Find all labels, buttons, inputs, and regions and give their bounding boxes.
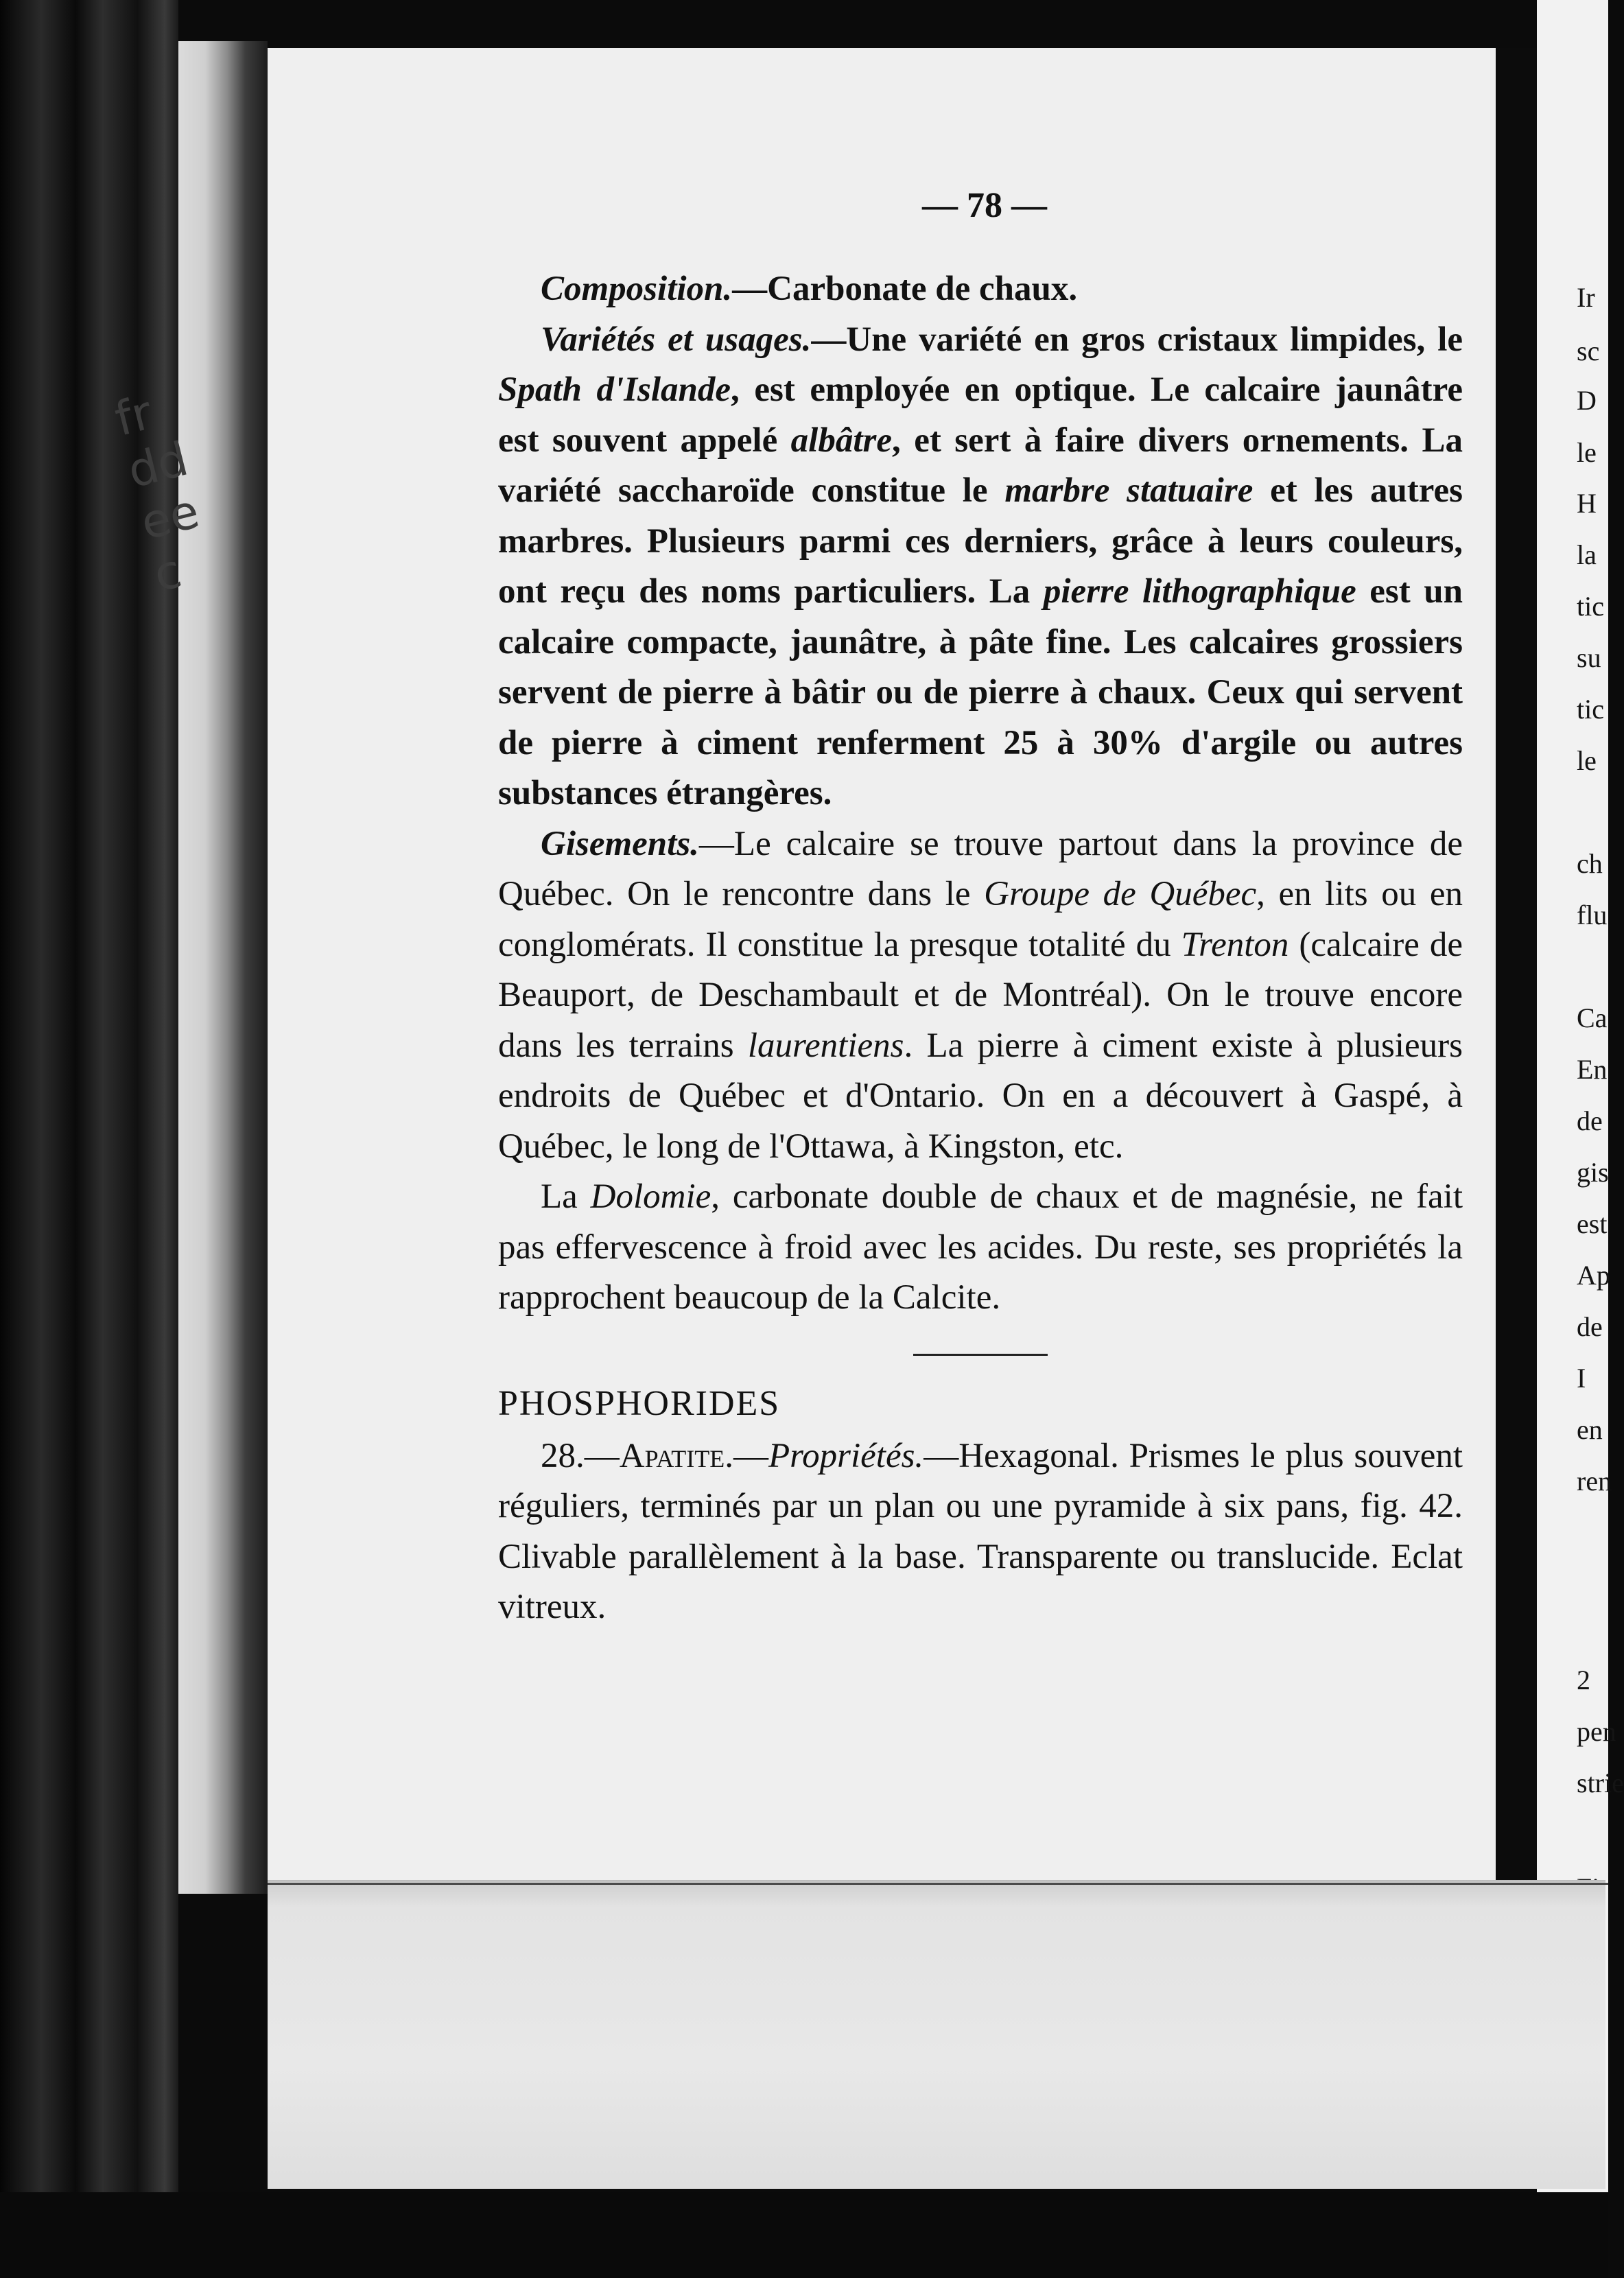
next-page-fragment: En <box>1577 1054 1608 1085</box>
page-edge-shadow <box>1496 48 1537 1921</box>
term-dolomie: Dolomie <box>590 1177 711 1216</box>
next-page-fragment: D <box>1577 385 1597 416</box>
paragraph-gisements <box>498 819 1463 1173</box>
page-gutter <box>178 41 268 1894</box>
proprietes-label: Propriétés. <box>768 1436 924 1475</box>
next-page-fragment: tic <box>1577 591 1604 622</box>
apatite-text: —Hexagonal. Prismes le plus souvent réguliers, terminés par un plan ou une pyramide à six pans, fig. 42. Clivable parallèlement à la base. Transparente ou translucide. Eclat vitreux. <box>498 1436 1463 1626</box>
paragraph-varietes <box>498 315 1463 819</box>
composition-text: —Carbonate de chaux. <box>732 270 1078 308</box>
varietes-text-b: , est employée en optique. Le calcaire jaunâtre est souvent appelé <box>498 371 1463 460</box>
paragraph-dolomie <box>498 1172 1463 1324</box>
next-page-fragment: en <box>1577 1414 1603 1445</box>
next-page-fragment: H <box>1577 488 1597 519</box>
paragraph-composition <box>498 264 1463 315</box>
term-groupe: Groupe de Québec <box>984 875 1257 913</box>
next-page-fragment: de <box>1577 1105 1603 1136</box>
dolomie-text-a: La <box>541 1177 591 1216</box>
gisements-text-d: . La pierre à ciment existe à plusieurs endroits de Québec et d'Ontario. On en a découvert à Gaspé, à Québec, le long de l'Ottawa, à Kingston, etc. <box>498 1026 1463 1166</box>
next-page-fragment: Ap <box>1577 1260 1610 1291</box>
section-heading: PHOSPHORIDES <box>498 1383 781 1423</box>
next-page-fragment: tic <box>1577 694 1604 725</box>
gisements-label: Gisements. <box>541 824 699 863</box>
term-spath: Spath d'Islande <box>498 371 731 409</box>
next-page-fragment: gis <box>1577 1157 1609 1188</box>
gisements-text-b: , en lits ou en conglomérats. Il constitue la presque totalité du <box>498 875 1463 964</box>
next-page-fragment: strie <box>1577 1768 1624 1798</box>
term-marbre: marbre statuaire <box>1004 471 1254 510</box>
page-bottom-blank <box>268 1880 1605 2189</box>
next-page-fragment: Ca <box>1577 1002 1608 1033</box>
next-page-fragment: ren <box>1577 1466 1612 1496</box>
next-page-fragment: est <box>1577 1208 1608 1239</box>
next-page-fragment: le <box>1577 437 1597 468</box>
dolomie-text-b: , carbonate double de chaux et de magnésie, ne fait pas effervescence à froid avec les acides. Du reste, ses propriétés la rapprochent beaucoup de la Calcite. <box>498 1177 1463 1317</box>
next-page-fragment: pen <box>1577 1716 1616 1747</box>
term-trenton: Trenton <box>1181 925 1289 964</box>
varietes-text-e: est un calcaire compacte, jaunâtre, à pâte fine. Les calcaires grossiers servent de pierre à bâtir ou de pierre à chaux. Ceux qui servent de pierre à ciment renferment 25 à 30% d'argile ou autres substances étrangères. <box>498 572 1463 812</box>
next-page-fragment: Ir <box>1577 282 1595 313</box>
term-albatre: albâtre <box>790 421 892 460</box>
scan-bottom-border <box>0 2192 1608 2278</box>
page-bottom-rule <box>268 1883 1608 1885</box>
apatite-separator: .— <box>725 1436 769 1475</box>
next-page-fragment: I <box>1577 1363 1586 1394</box>
paragraph-apatite <box>498 1431 1463 1633</box>
next-page-fragment: 2 <box>1577 1665 1590 1695</box>
varietes-text-d: et les autres marbres. Plusieurs parmi ces derniers, grâce à leurs couleurs, ont reçu des noms particuliers. La <box>498 471 1463 611</box>
gisements-text-c: (calcaire de Beauport, de Deschambault et de Montréal). On le trouve encore dans les terrains <box>498 925 1463 1065</box>
next-page-fragment: ch <box>1577 848 1603 879</box>
next-page-fragment: de <box>1577 1311 1603 1342</box>
apatite-name: Apatite <box>619 1436 725 1475</box>
book-spine-shadow <box>0 0 178 2278</box>
apatite-number: 28.— <box>541 1436 620 1475</box>
composition-label: Composition. <box>541 270 733 308</box>
varietes-text-a: —Une variété en gros cristaux limpides, le <box>811 320 1463 359</box>
section-divider <box>913 1354 1048 1356</box>
term-laurentiens: laurentiens <box>747 1026 904 1065</box>
varietes-label: Variétés et usages. <box>541 320 812 359</box>
page-body <box>498 264 1463 1633</box>
next-page-fragment: sc <box>1577 336 1600 366</box>
varietes-text-c: , et sert à faire divers ornements. La variété saccharoïde constitue le <box>498 421 1463 510</box>
page-number: — 78 — <box>922 186 1047 225</box>
margin-handwriting: fr dd ee c <box>109 386 205 603</box>
next-page-fragment: le <box>1577 745 1597 776</box>
next-page-fragment: su <box>1577 642 1601 673</box>
next-page-fragment: la <box>1577 539 1597 570</box>
gisements-text-a: —Le calcaire se trouve partout dans la province de Québec. On le rencontre dans le <box>498 824 1463 913</box>
term-pierre-litho: pierre lithographique <box>1043 572 1356 611</box>
next-page-fragment: flu <box>1577 900 1608 930</box>
